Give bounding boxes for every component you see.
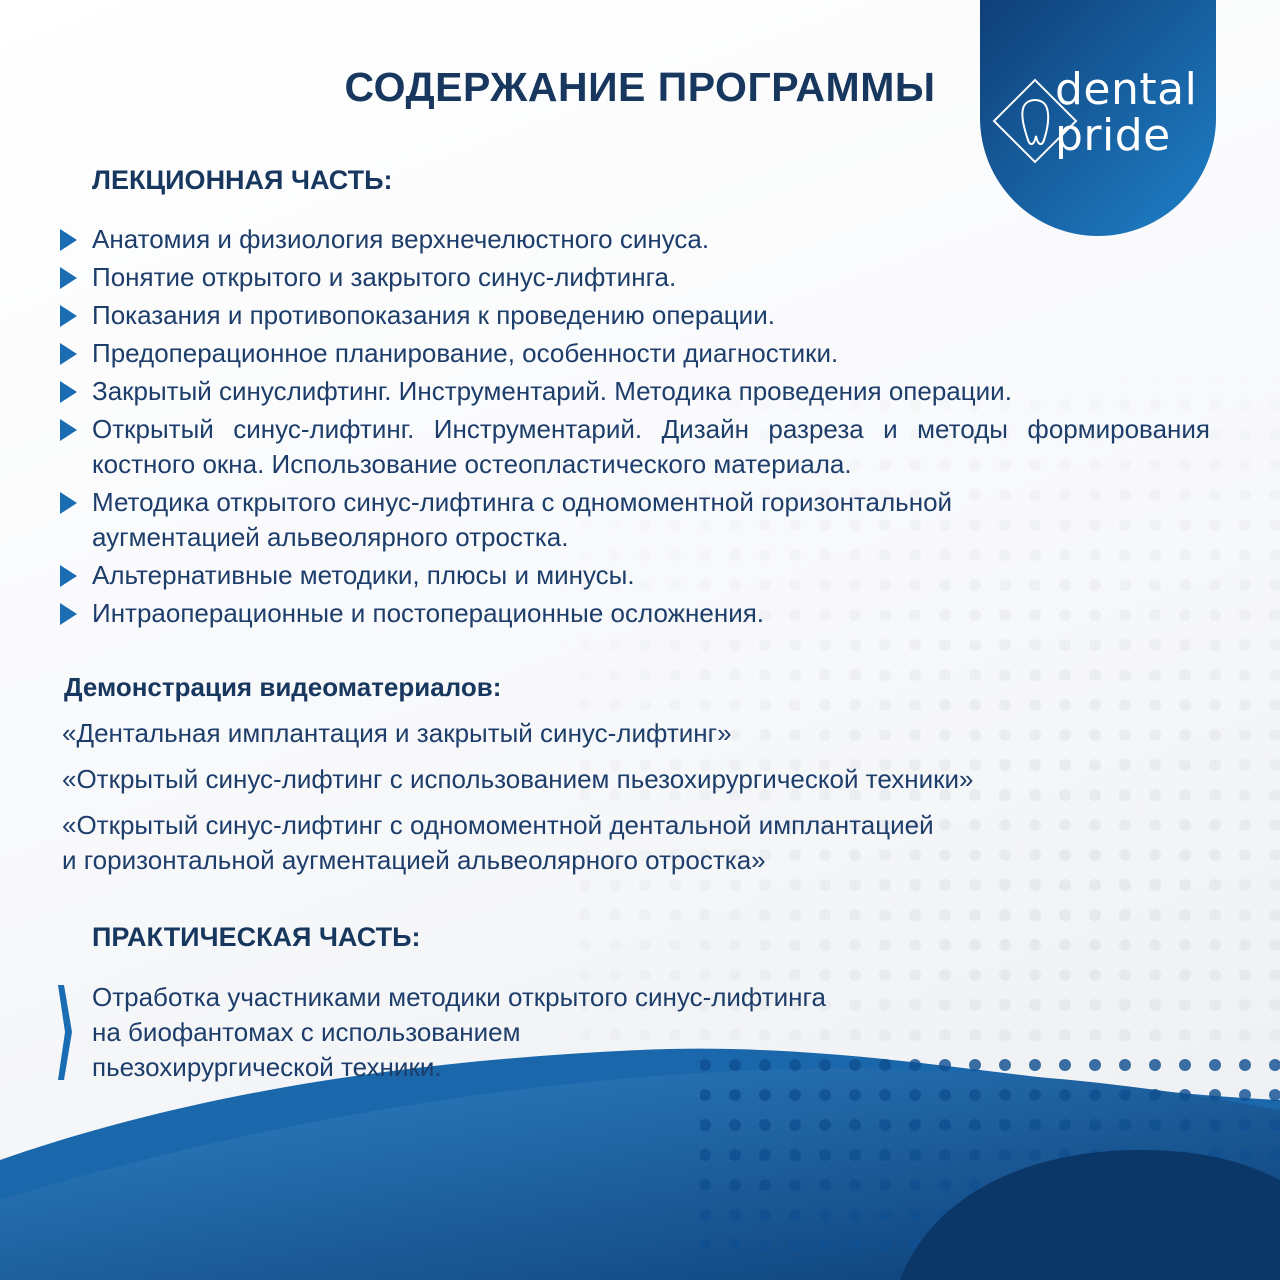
list-item: Анатомия и физиология верхнечелюстного синуса. [60,222,1210,257]
list-item: Предоперационное планирование, особенности диагностики. [60,336,1210,371]
video-heading: Демонстрация видеоматериалов: [64,672,502,702]
list-item: Методика открытого синус-лифтинга с одномоментной горизонтальной аугментацией альвеолярного отростка. [60,485,1102,555]
video-item: «Открытый синус-лифтинг с одномоментной дентальной имплантацией [62,810,934,840]
practice-heading: ПРАКТИЧЕСКАЯ ЧАСТЬ: [92,922,421,952]
lecture-heading: ЛЕКЦИОННАЯ ЧАСТЬ: [92,165,393,195]
arrow-bullet-icon [60,343,77,365]
video-item: «Дентальная имплантация и закрытый синус-лифтинг» [62,718,732,748]
video-item: и горизонтальной аугментацией альвеолярного отростка» [62,845,766,875]
logo-wordmark [1055,64,1198,161]
practice-line: Отработка участниками методики открытого синус-лифтинга [92,982,826,1012]
arrow-bullet-icon [60,229,77,251]
arrow-bullet-icon [60,381,77,403]
logo-line-2: pride [1055,110,1171,161]
list-item: Альтернативные методики, плюсы и минусы. [60,558,1210,593]
practice-line: пьезохирургической техники. [92,1052,442,1082]
arrow-bullet-icon [60,305,77,327]
page-title: СОДЕРЖАНИЕ ПРОГРАММЫ [344,64,936,110]
list-item: Показания и противопоказания к проведению операции. [60,298,1210,333]
list-item: Открытый синус-лифтинг. Инструментарий. Дизайн разреза и методы формирования костного окна. Использование остеопластического материала. [60,412,1210,482]
arrow-bullet-icon [60,565,77,587]
arrow-bullet-icon [60,419,77,441]
lecture-list [60,222,1210,634]
logo-line-1: dental [1055,64,1198,115]
practice-line: на биофантомах с использованием [92,1017,521,1047]
arrow-bullet-icon [60,267,77,289]
list-item: Закрытый синуслифтинг. Инструментарий. Методика проведения операции. [60,374,1210,409]
practice-text [92,980,972,1085]
arrow-bullet-icon [60,603,77,625]
arrow-bullet-icon [60,492,77,514]
video-item: «Открытый синус-лифтинг с использованием пьезохирургической техники» [62,764,974,794]
list-item: Понятие открытого и закрытого синус-лифтинга. [60,260,1210,295]
chevron-bar-icon [58,985,72,1080]
list-item: Интраоперационные и постоперационные осложнения. [60,596,1210,631]
